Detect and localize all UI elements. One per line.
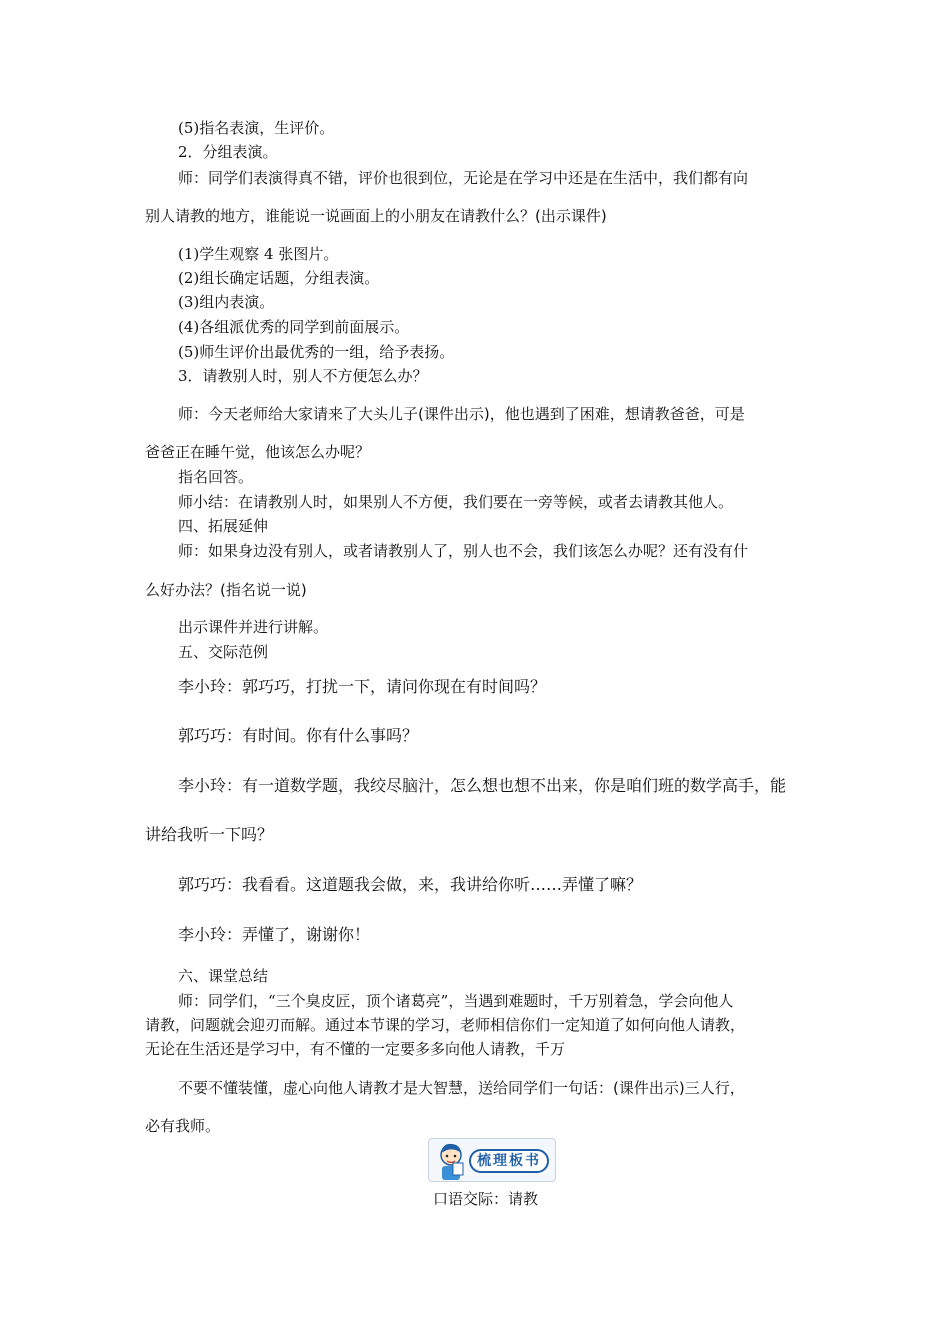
text-line: 请教，问题就会迎刃而解。通过本节课的学习，老师相信你们一定知道了如何向他人请教， — [145, 1016, 746, 1034]
text-line — [178, 404, 745, 424]
student-icon — [433, 1141, 469, 1181]
text-line: 指名回答。 — [178, 468, 254, 486]
board-caption: 口语交际：请教 — [433, 1190, 539, 1208]
section-heading: 五、交际范例 — [178, 643, 269, 661]
dialogue-line: 郭巧巧：我看看。这道题我会做，来，我讲给你听……弄懂了嘛？ — [178, 875, 643, 894]
board-summary-badge — [428, 1138, 556, 1182]
text-line: 必有我师。 — [145, 1117, 221, 1135]
courseware-note: (指名说一说) — [220, 581, 307, 599]
text-span: 么好办法？ — [145, 581, 221, 599]
dialogue-line: 郭巧巧：有时间。你有什么事吗？ — [178, 726, 419, 745]
text-span: 别人请教的地方，谁能说一说画面上的小朋友在请教什么？ — [145, 207, 536, 225]
dialogue-line: 李小玲：弄懂了，谢谢你！ — [178, 925, 371, 944]
text-span: 不要不懂装懂，虚心向他人请教才是大智慧，送给同学们一句话： — [178, 1079, 614, 1097]
text-span: ，他也遇到了困难，想请教爸爸，可是 — [489, 405, 745, 423]
text-line — [178, 1078, 745, 1098]
courseware-note: (课件出示) — [418, 405, 490, 423]
text-line: 无论在生活还是学习中，有不懂的一定要多多向他人请教，千万 — [145, 1040, 566, 1058]
text-line: (5)指名表演，生评价。 — [178, 119, 335, 137]
text-line: 师：如果身边没有别人，或者请教别人了，别人也不会，我们该怎么办呢？还有没有什 — [178, 542, 749, 560]
courseware-note: (出示课件) — [535, 207, 607, 225]
text-line: (1)学生观察 4 张图片。 — [178, 245, 339, 263]
text-line: 3．请教别人时，别人不方便怎么办？ — [178, 367, 428, 385]
text-line — [145, 206, 607, 226]
text-line: 2．分组表演。 — [178, 143, 278, 161]
dialogue-line: 讲给我听一下吗？ — [145, 825, 274, 844]
courseware-note: (课件出示) — [613, 1079, 685, 1097]
text-line: 师小结：在请教别人时，如果别人不方便，我们要在一旁等候，或者去请教其他人。 — [178, 493, 734, 511]
text-span: 三人行， — [684, 1079, 745, 1097]
section-heading: 四、拓展延伸 — [178, 517, 269, 535]
text-line: 师：同学们，“三个臭皮匠，顶个诸葛亮”，当遇到难题时，千万别着急，学会向他人 — [178, 992, 734, 1010]
text-line: (2)组长确定话题，分组表演。 — [178, 269, 380, 287]
badge-label: 梳理板书 — [469, 1149, 549, 1173]
text-line: 爸爸正在睡午觉，他该怎么办呢？ — [145, 443, 371, 461]
dialogue-line: 李小玲：有一道数学题，我绞尽脑汁，怎么想也想不出来，你是咱们班的数学高手，能 — [178, 776, 787, 795]
text-line: 出示课件并进行讲解。 — [178, 618, 329, 636]
dialogue-line: 李小玲：郭巧巧，打扰一下，请问你现在有时间吗？ — [178, 677, 547, 696]
section-heading: 六、课堂总结 — [178, 967, 269, 985]
text-line: (3)组内表演。 — [178, 293, 275, 311]
text-line — [145, 580, 307, 600]
text-span: 师：今天老师给大家请来了大头儿子 — [178, 405, 419, 423]
text-line: (4)各组派优秀的同学到前面展示。 — [178, 318, 410, 336]
text-line: (5)师生评价出最优秀的一组，给予表扬。 — [178, 343, 455, 361]
text-line: 师：同学们表演得真不错，评价也很到位，无论是在学习中还是在生活中，我们都有向 — [178, 169, 749, 187]
